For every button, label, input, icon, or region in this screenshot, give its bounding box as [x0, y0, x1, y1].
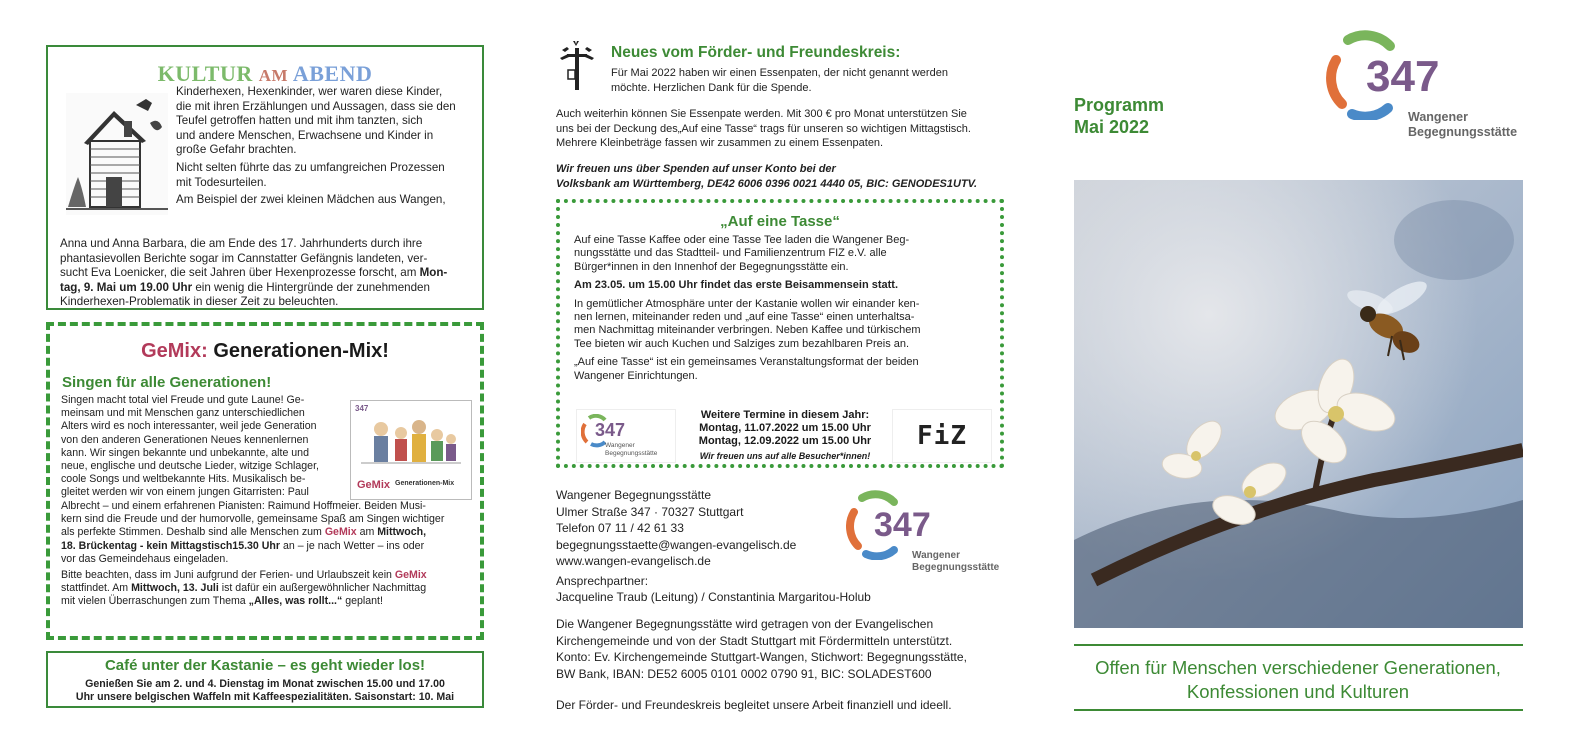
- cafe-line: Genießen Sie am 2. und 4. Dienstag im Monat zwischen 15.00 und 17.00: [85, 678, 445, 690]
- logo-line: Wangener: [605, 442, 635, 449]
- gemix-line: stattfindet. Am: [61, 582, 129, 595]
- kultur-line: und andere Menschen, Erwachsene und Kinder in: [176, 128, 434, 142]
- family-illustration: [361, 415, 461, 475]
- divider-bottom: [1074, 709, 1523, 711]
- gemix-poster-image: [350, 400, 472, 500]
- gemix-line: kann. Wir singen bekannte und unbekannte, alte und: [61, 446, 309, 459]
- logo-line: Begegnungsstätte: [912, 562, 1000, 573]
- begegnungsstaette-logo-medium: [846, 490, 1006, 580]
- gemix-alles: „Alles, was rollt...“: [248, 595, 343, 608]
- kultur-line: die mit ihren Erzählungen und Aussagen, dass sie den: [176, 99, 456, 113]
- foerder-line: möchte. Herzlichen Dank für die Spende.: [611, 81, 812, 94]
- programm-month: Mai 2022: [1074, 117, 1150, 137]
- cafe-box: [46, 651, 484, 708]
- bee-blossom-photo: [1074, 180, 1523, 628]
- address-line: Ansprechpartner:: [556, 573, 649, 588]
- begegnungsstaette-logo-small: [576, 409, 676, 463]
- foerder-title: Neues vom Förder- und Freundeskreis:: [611, 44, 901, 61]
- kultur-date-part1: Mon-: [419, 266, 448, 280]
- tagline-line1: Offen für Menschen verschiedener Generationen,: [1095, 657, 1501, 678]
- address-line: Telefon 07 11 / 42 61 33: [556, 521, 684, 535]
- logo-line: Begegnungsstätte: [605, 450, 658, 457]
- gemix-box: [46, 322, 484, 640]
- tagline: [1056, 656, 1540, 704]
- kultur-line: Kinderhexen-Problematik in dieser Zeit zu beleuchten.: [60, 295, 339, 309]
- kultur-am-abend-box: [46, 45, 484, 310]
- kultur-line: phantasievollen Berichte sogar im Cannstatter Gefängnis landeten, ver-: [60, 251, 428, 265]
- gemix-line: coole Songs und weltbekannte Hits. Musikalisch be-: [61, 473, 306, 486]
- website-link[interactable]: www.wangen-evangelisch.de: [556, 554, 711, 568]
- tasse-line: men Nachmittag miteinander verbringen. Neben Kaffee und türkischem: [574, 324, 921, 337]
- poster-caption: Generationen-Mix: [395, 480, 455, 487]
- kultur-line: Anna und Anna Barbara, die am Ende des 17. Jahrhunderts durch ihre: [60, 237, 423, 250]
- witch-house-illustration: [66, 93, 168, 215]
- gemix-line: Alters wird es noch interessanter, weil jede Generation: [61, 420, 317, 433]
- logo-line: Wangener: [912, 550, 960, 561]
- essen-line: Auch weiterhin können Sie Essenpate werden. Mit 300 € pro Monat unterstützen Sie: [556, 108, 967, 120]
- cafe-line: Uhr unsere belgischen Waffeln mit Kaffeespezialitäten. Saisonstart: 10. Mai: [75, 691, 455, 703]
- kultur-line: Kinderhexen, Hexenkinder, wer waren diese Kinder,: [176, 85, 443, 98]
- begegnungsstaette-logo-large: [1326, 30, 1526, 145]
- traeger-line: Konto: Ev. Kirchengemeinde Stuttgart-Wangen, Stichwort: Begegnungsstätte,: [556, 650, 967, 664]
- tasse-line: Wangener Einrichtungen.: [574, 369, 698, 382]
- logo-line: Wangener: [1408, 110, 1468, 124]
- gemix-line: ist dafür ein außergewöhnlicher Nachmittag: [221, 582, 427, 595]
- gemix-line: von den anderen Generationen Neues kennenlernen: [61, 433, 309, 446]
- tasse-date: Am 23.05. um 15.00 Uhr findet das erste Beisammensein statt.: [574, 279, 899, 292]
- kultur-line: sucht Eva Loenicker, die seit Jahren über Hexenprozesse forscht, am: [60, 266, 417, 280]
- gemix-line: vor das Gemeindehaus eingeladen.: [61, 552, 229, 565]
- auf-eine-tasse-box: [556, 199, 1004, 468]
- gemix-line: gleitet werden wir von einem jungen Gitarristen: Paul: [61, 486, 309, 499]
- termin-item: Montag, 12.09.2022 um 15.00 Uhr: [698, 435, 872, 447]
- gemix-geplant: geplant!: [345, 595, 383, 608]
- title-word-kultur: KULTUR: [157, 61, 253, 86]
- kultur-line: mit Todesurteilen.: [176, 175, 267, 189]
- kultur-line: Teufel getroffen hatten und mit ihm tanzten, sich: [176, 114, 423, 128]
- gemix-title: [50, 340, 480, 363]
- footer-line: Der Förder- und Freundeskreis begleitet unsere Arbeit finanziell und ideell.: [556, 698, 952, 712]
- tree-icon: [556, 40, 598, 92]
- gemix-line: Albrecht – und einem erfahrenen Pianisten: Raimund Hoffmeier. Beiden Musi-: [61, 500, 426, 512]
- logo-number: 347: [1366, 52, 1440, 101]
- kultur-date-part2: tag, 9. Mai um 19.00 Uhr: [60, 280, 193, 294]
- tasse-freuen: Wir freuen uns auf alle Besucher*innen!: [699, 451, 871, 461]
- gemix-am: am: [359, 526, 375, 539]
- gemix-mittwoch-13: Mittwoch, 13. Juli: [131, 582, 219, 595]
- fiz-logo: FiZ: [892, 409, 992, 463]
- gemix-line: Singen macht total viel Freude und gute Laune! Ge-: [61, 394, 305, 406]
- kultur-title: [48, 61, 482, 87]
- programm-heading: [1074, 94, 1164, 138]
- kultur-line: Nicht selten führte das zu umfangreichen Prozessen: [176, 160, 445, 174]
- title-word-am: AM: [258, 66, 289, 85]
- spenden-line: Wir freuen uns über Spenden auf unser Konto bei der: [556, 163, 836, 175]
- traeger-line: Die Wangener Begegnungsstätte wird getragen von der Evangelischen: [556, 617, 934, 631]
- gemix-line: mit vielen Überraschungen zum Thema: [61, 595, 246, 608]
- tasse-line: nungsstätte und das Stadtteil- und Familienzentrum FIZ e.V. alle: [574, 247, 887, 260]
- poster-logo: 347: [355, 404, 369, 413]
- gemix-mittwoch: Mittwoch,: [377, 526, 427, 539]
- logo-line: Begegnungsstätte: [1408, 125, 1518, 139]
- tasse-line: Bürger*innen in den Innenhof der Begegnungsstätte ein.: [574, 260, 849, 273]
- bee-blossom-image: [1074, 180, 1523, 628]
- address-line: Jacqueline Traub (Leitung) / Constantinia Margaritou-Holub: [556, 590, 871, 604]
- gemix-word: GeMix: [324, 526, 357, 539]
- kultur-line: ein wenig die Hintergründe der zunehmenden: [195, 280, 430, 294]
- spenden-line: Volksbank am Württemberg, DE42 6006 0396 0021 4440 05, BIC: GENODES1UTV.: [556, 177, 978, 190]
- gemix-word: GeMix: [394, 569, 427, 582]
- tasse-line: „Auf eine Tasse“ ist ein gemeinsames Veranstaltungsformat der beiden: [574, 356, 919, 369]
- gemix-line: meinsam und mit Menschen ganz unterschiedlichen: [61, 407, 305, 420]
- essen-line: Mehrere Kleinbeträge fassen wir zusammen zu einem Essenpaten.: [556, 137, 884, 149]
- foerder-line: Für Mai 2022 haben wir einen Essenpaten, der nicht genannt werden: [611, 67, 948, 79]
- kultur-line: Am Beispiel der zwei kleinen Mädchen aus Wangen,: [176, 193, 446, 207]
- essen-line: uns bei der Deckung des„Auf eine Tasse“ trags für unseren so wichtigen Mittagstisch.: [556, 122, 971, 135]
- logo-number: 347: [595, 420, 626, 440]
- tagline-line2: Konfessionen und Kulturen: [1186, 681, 1410, 702]
- logo-number: 347: [874, 506, 931, 544]
- gemix-date-line: 18. Brückentag - kein Mittagstisch15.30 Uhr: [61, 539, 281, 552]
- gemix-line: neue, englische und deutsche Lieder, witzige Schlager,: [61, 460, 319, 473]
- kultur-line: große Gefahr brachten.: [176, 143, 297, 157]
- divider-top: [1074, 644, 1523, 646]
- gemix-line: kern sind die Freude und der humorvolle, gemeinsame Spaß am Singen wichtiger: [61, 513, 445, 526]
- cafe-title: Café unter der Kastanie – es geht wieder los!: [104, 657, 426, 674]
- title-word-abend: ABEND: [292, 61, 373, 86]
- gemix-title-ge: GeMix:: [141, 340, 208, 362]
- address-line: Ulmer Straße 347 · 70327 Stuttgart: [556, 504, 744, 519]
- termin-item: Montag, 11.07.2022 um 15.00 Uhr: [699, 422, 871, 434]
- tasse-line: In gemütlicher Atmosphäre unter der Kastanie wollen wir einander ken-: [574, 297, 920, 310]
- tasse-line: Tee bieten wir auch Kuchen und Salziges zum bezahlbaren Preis an.: [574, 337, 910, 350]
- programm-title: Programm: [1074, 95, 1165, 115]
- address-line: Wangener Begegnungsstätte: [556, 488, 711, 502]
- gemix-line: Bitte beachten, dass im Juni aufgrund der Ferien- und Urlaubszeit kein: [61, 569, 392, 582]
- gemix-line: an – je nach Wetter – ins oder: [282, 539, 425, 552]
- tasse-title: „Auf eine Tasse“: [720, 213, 840, 230]
- poster-gemix: GeMix: [357, 479, 391, 491]
- tasse-line: Auf eine Tasse Kaffee oder eine Tasse Tee laden die Wangener Beg-: [574, 234, 910, 246]
- gemix-subtitle: Singen für alle Generationen!: [62, 374, 272, 391]
- traeger-line: Kirchengemeinde und von der Stadt Stuttgart mit Fördermitteln unterstützt.: [556, 633, 953, 648]
- gemix-line: als perfekte Stimmen. Deshalb sind alle Menschen zum: [61, 526, 322, 539]
- traeger-line: BW Bank, IBAN: DE52 6005 0101 0002 0790 91, BIC: SOLADEST600: [556, 666, 932, 681]
- email-link[interactable]: begegnungsstaette@wangen-evangelisch.de: [556, 537, 797, 552]
- tasse-line: nen lernen, miteinander reden und „auf eine Tasse“ einen unterhaltsa-: [574, 311, 915, 324]
- termine-title: Weitere Termine in diesem Jahr:: [700, 409, 870, 421]
- gemix-title-rest: Generationen-Mix!: [213, 340, 389, 362]
